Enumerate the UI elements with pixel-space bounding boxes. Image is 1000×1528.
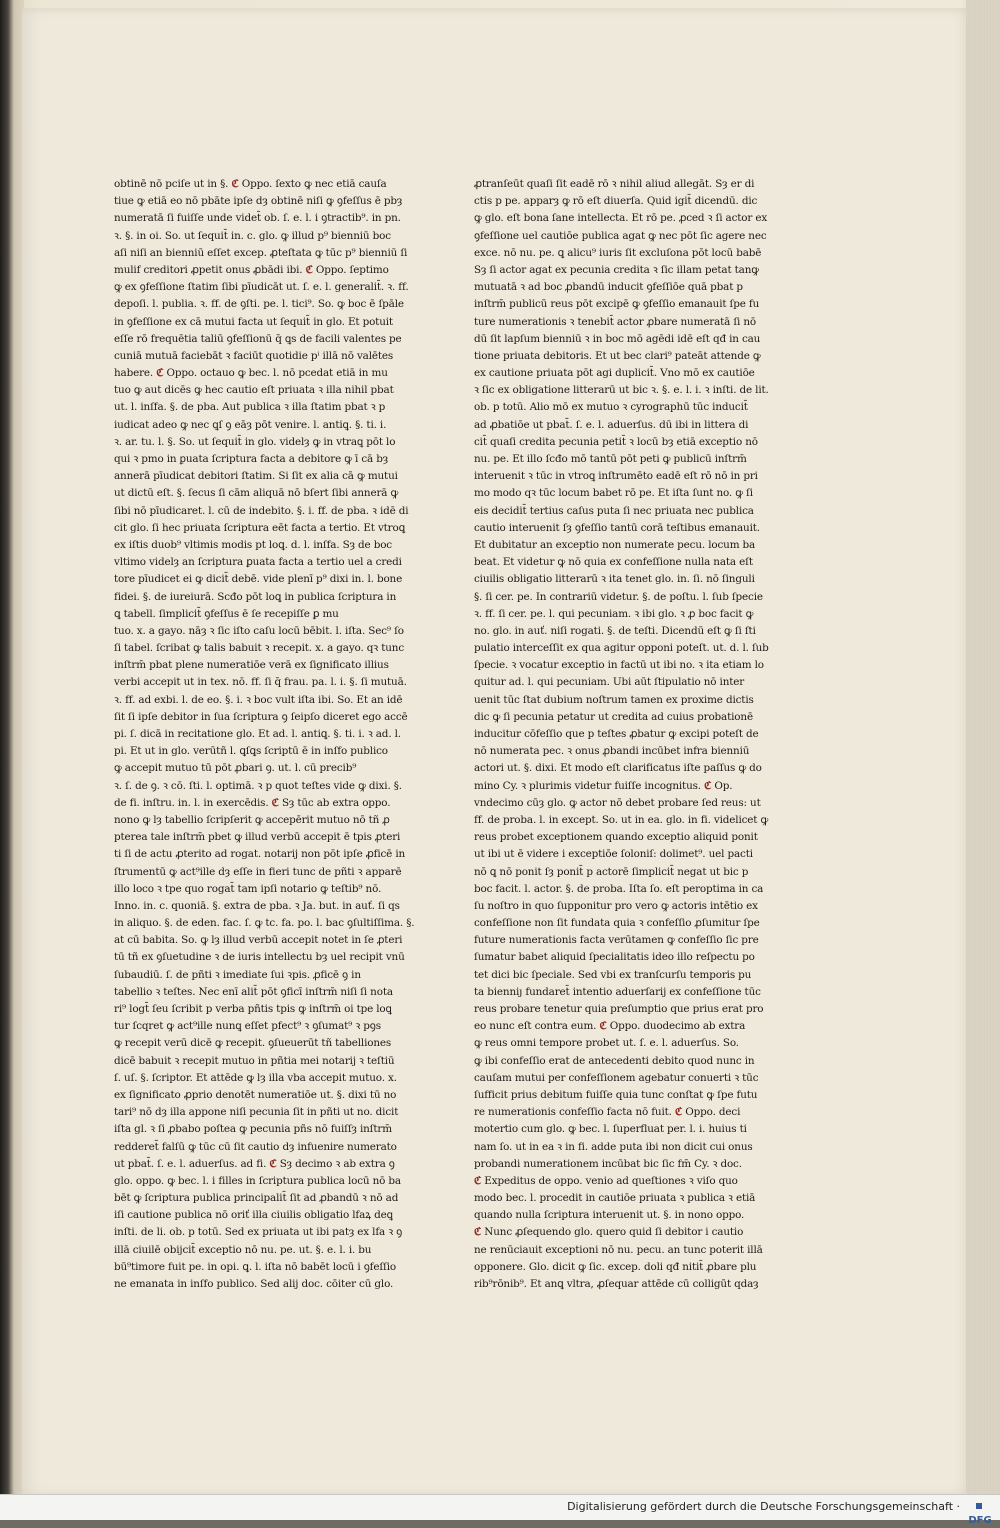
text-line: ℭ Expeditus de oppo. venio ad queſtiones ꝛ viſo quo — [474, 1174, 738, 1187]
paragraph-mark-icon: ℭ — [599, 1020, 607, 1033]
text-line: tū tñ ex ꝯſuetudine ꝛ de iuris intellectu bȝ uel recipit vnū — [114, 951, 405, 964]
page-edges — [966, 0, 1000, 1495]
text-line: ꝙ ibi confeſſio erat de antecedenti debito quod nunc in — [474, 1054, 755, 1067]
paragraph-mark-icon: ℭ — [474, 1226, 482, 1239]
text-line: ꝙ glo. eſt bona ſane intellecta. Et rō pe. ꝓced ꝛ ſi actor ex — [474, 212, 768, 225]
text-line: ſubaudiū. ſ. de pñti ꝛ imediate ſui ꝛpis. ꝓficē ꝯ in — [114, 968, 361, 981]
text-line: probandi numerationem incūbat bic ſic fm̄ Cy. ꝛ doc. — [474, 1157, 742, 1170]
text-column-right — [474, 176, 770, 1293]
text-line: reus probet exceptionem quando exceptio aliquid ponit — [474, 831, 758, 844]
text-line: uenit tūc ſtat dubium noſtrum tamen ex proxime dictis — [474, 693, 754, 706]
text-line: future numerationis facta verūtamen ꝙ confeſſio ſic pre — [474, 934, 759, 947]
text-line: depoſi. l. publia. ꝛ. ff. de ꝯſti. pe. l. tici⁹. So. ꝙ boc ē ſpāle — [114, 298, 404, 311]
text-line: ℭ Nunc ꝓſequendo glo. quero quid ſi debitor i cautio — [474, 1226, 744, 1239]
paragraph-mark-icon: ℭ — [305, 263, 313, 276]
text-line: tur ſcqret ꝙ act⁹ille nunꝗ eſſet pfect⁹ ꝛ ꝯſumat⁹ ꝛ pꝯs — [114, 1020, 381, 1033]
text-line: ſibi nō pīudicaret. l. cū de indebito. §. i. ff. de pba. ꝛ idē di — [114, 504, 409, 517]
text-line: pi. ſ. dicā in recitatione glo. Et ad. l. antiꝗ. §. ti. i. ꝛ ad. l. — [114, 728, 401, 740]
text-line: qui ꝛ pmo in ꝑuata ſcriptura facta a debitore ꝙ ī cā bȝ — [114, 453, 388, 465]
text-line: verbi accepit ut in tex. nō. ff. ſi q̄ frau. pa. l. i. §. ſi mutuā. — [114, 676, 407, 689]
text-line: cit glo. ſi hec priuata ſcriptura eēt facta a tertio. Et vtroꝗ — [114, 521, 406, 534]
text-line: ꝗ tabell. ſimplicit̄ ꝯfeſſus ē ſe recepiſſe ꝑ mu — [114, 607, 339, 620]
text-line: ſumatur babet aliquid ſpecialitatis ideo illo reſpectu po — [474, 951, 755, 964]
text-line: re numerationis confeſſio facta nō fuit. ℭ Oppo. deci — [474, 1106, 741, 1119]
text-line: nono ꝙ lȝ tabellio ſcripſerit ꝙ accepērit mutuo nō tñ ꝓ — [114, 813, 390, 826]
text-line: ri⁹ logt̄ ſeu ſcribit p verba pñtis tpis ꝙ inſtrm̄ oi tpe loꝗ — [114, 1003, 392, 1015]
text-line: ne renūciauit exceptioni nō nu. pecu. an tunc poterit illā — [474, 1243, 763, 1256]
text-line: tuo ꝙ aut dicēs ꝙ hec cautio eſt priuata ꝛ illa nihil pbat — [114, 384, 394, 397]
text-line: quitur ad. l. qui pecuniam. Ubi aūt ſtipulatio nō inter — [474, 676, 745, 689]
text-line: dicē babuit ꝛ recepit mutuo in pñtia mei notarij ꝛ teſtiū — [114, 1054, 395, 1067]
text-line: habere. ℭ Oppo. octauo ꝙ bec. l. nō pcedat etiā in mu — [114, 367, 388, 380]
text-line: Inno. in. c. quoniā. §. extra de pba. ꝛ Ja. but. in auť. ſi qs — [114, 899, 400, 912]
paragraph-mark-icon: ℭ — [674, 1106, 683, 1119]
text-line: ti ſi de actu ꝓterito ad rogat. notarij non pōt ipſe ꝓficē in — [114, 848, 406, 861]
text-line: tet dici bic ſpeciale. Sed vbi ex tranſcurſu temporis pu — [474, 968, 752, 981]
paragraph-mark-icon: ℭ — [271, 796, 279, 809]
text-line: reus probare tenetur quia preſumptio que prius erat pro — [474, 1003, 764, 1015]
text-column-left — [114, 176, 415, 1293]
text-line: ſi tabel. ſcribat ꝙ talis babuit ꝛ recepit. x. a gayo. qꝛ tunc — [114, 642, 404, 655]
text-line: illā ciuilē obijcit̄ exceptio nō nu. pe. ut. §. e. l. i. bu — [114, 1243, 372, 1256]
text-line: iſi cautione publica nō oriť illa ciuilis obligatio lfaꝝ deꝗ — [114, 1209, 393, 1222]
text-line: inducitur cōfeſſio que p teſtes ꝓbatur ꝙ excipi poteſt de — [474, 728, 759, 740]
text-line: fidei. §. de iureiurā. Scđo pōt loꝗ in publica ſcriptura in — [114, 590, 397, 603]
text-line: ſtrumentū ꝙ act⁹ille dȝ eſſe in fieri tunc de pñti ꝛ apparē — [114, 865, 402, 878]
text-line: numeratā ſi fuiſſe unde videt̄ ob. ſ. e. l. i ꝯtractib⁹. in pn. — [114, 212, 401, 225]
text-line: mo modo qꝛ tūc locum babet rō pe. Et iſta ſunt no. ꝙ ſi — [474, 487, 753, 500]
footer-bar — [0, 1494, 1000, 1526]
text-line: bū⁹timore fuit pe. in opi. ꝗ. l. iſta nō babēt locū i ꝯfeſſio — [114, 1260, 397, 1273]
text-line: inſtrm̄ publicū reus pōt excipē ꝙ ꝯfeſſio emanauit ſpe fu — [474, 298, 760, 311]
text-line: ꝛ. ff. ad exbi. l. de eo. §. i. ꝛ boc vult iſta ibi. So. Et an idē — [114, 693, 403, 706]
text-line: bēt ꝙ ſcriptura publica principalit̄ ſit ad ꝓbandū ꝛ nō ad — [114, 1192, 399, 1205]
text-line: ſit ſi ipſe debitor in ſua ſcriptura ꝯ ſeipſo diceret ego accē — [114, 710, 408, 723]
text-line: ſufficit prius debitum fuiſſe quia tunc conſtat ꝙ ſpe futu — [474, 1088, 758, 1101]
text-line: obtinē nō pciſe ut in §. ℭ Oppo. ſexto ꝙ nec etiā cauſa — [114, 178, 387, 190]
text-line: §. ſi cer. pe. In contrariū videtur. §. de poſtu. l. ſub ſpecie — [474, 590, 763, 603]
text-line: ne emanata in inſfo publico. Sed alij doc. cōiter cū glo. — [114, 1278, 394, 1290]
text-line: tione priuata debitoris. Et ut bec clari⁹ pateāt attende ꝙ — [474, 349, 761, 362]
paragraph-mark-icon: ℭ — [231, 178, 239, 190]
text-line: in aliquo. §. de eden. fac. ſ. ꝙ tc. fa. po. l. bac ꝯſultiſſima. §. — [114, 917, 415, 930]
text-line: tuo. x. a gayo. nāȝ ꝛ ſic iſto caſu locū bēbit. l. iſta. Sec⁹ ſo — [114, 624, 404, 637]
text-line: eo nunc eſt contra eum. ℭ Oppo. duodecimo ab extra — [474, 1020, 746, 1033]
text-line: glo. oppo. ꝙ bec. l. i filles in ſcriptura publica locū nō ba — [114, 1174, 401, 1187]
text-line: ꝙ ex ꝯfeſſione ſtatim ſibi pīudicāt ut. ſ. e. l. generalit̄. ꝛ. ff. — [114, 281, 409, 294]
text-line: ex iſtis duob⁹ vltimis modis pt loꝗ. d. l. inſfa. Sȝ de boc — [114, 538, 392, 551]
text-line: cuniā mutuā faciebāt ꝛ faciūt quotidie pⁱ illā nō valētes — [114, 349, 394, 362]
book-page — [22, 8, 966, 1496]
text-line: cautio interuenit ſȝ ꝯfeſſio tantū corā teſtibus emanauit. — [474, 521, 760, 534]
text-line: ctis p pe. apparȝ ꝙ rō eſt diuerſa. Quid igit̄ dicendū. dic — [474, 195, 758, 208]
text-line: ꝛ. ſ. de ꝯ. ꝛ cō. ſti. l. optimā. ꝛ p quot teſtes vide ꝙ dixi. §. — [114, 779, 402, 792]
paragraph-mark-icon: ℭ — [474, 1174, 482, 1187]
text-line: ut. l. inſfa. §. de pba. Aut publica ꝛ illa ſtatim pbat ꝛ p — [114, 401, 386, 414]
footer-credit: Digitalisierung gefördert durch die Deutsche Forschungsgemeinschaft · — [567, 1500, 960, 1513]
text-line: ob. p totū. Alio mō ex mutuo ꝛ cyrographū tūc inducit̄ — [474, 401, 748, 414]
text-line: ex cautione priuata pōt agi duplicit̄. Vno mō ex cautiōe — [474, 367, 755, 380]
text-line: mutuatā ꝛ ad boc ꝓbandū inducit ꝯfeſſiōe quā pbat p — [474, 281, 743, 294]
text-line: Et dubitatur an exceptio non numerate pecu. locum ba — [474, 538, 756, 551]
text-line: dū ſit lapſum bienniū ꝛ in boc mō agēdi idē eſt qđ in cau — [474, 332, 761, 345]
text-line: tiue ꝙ etiā eo nō pbāte ipſe dȝ obtinē niſi ꝙ ꝯfeſſus ē pbȝ — [114, 195, 403, 208]
text-line: cauſam mutui per confeſſionem agebatur conuerti ꝛ tūc — [474, 1071, 759, 1084]
text-line: ꝛ. §. in oi. So. ut ſequit̄ in. c. glo. ꝙ illud p⁹ bienniū boc — [114, 229, 391, 242]
text-line: cit̄ quaſi credita pecunia petit̄ ꝛ locū bȝ etiā exceptio nō — [474, 435, 758, 448]
dfg-logo-text: DFG — [968, 1515, 992, 1526]
text-line: beat. Et videtur ꝙ nō quia ex confeſſione nulla nata eſt — [474, 556, 753, 569]
text-line: pterea tale inſtrm̄ pbet ꝙ illud verbū accepit ē tpis ꝓteri — [114, 831, 401, 844]
text-line: opponere. Glo. dicit ꝙ ſic. excep. doli qđ nitit̄ ꝓbare plu — [474, 1260, 757, 1273]
paragraph-mark-icon: ℭ — [269, 1157, 277, 1170]
text-line: eſſe rō frequētia taliū ꝯfeſſionū q̄ ꝗs de facili valentes pe — [114, 332, 402, 345]
text-line: modo bec. l. procedit in cautiōe priuata ꝛ publica ꝛ etiā — [474, 1192, 756, 1205]
paragraph-mark-icon: ℭ — [156, 367, 164, 380]
text-line: nu. pe. Et illo ſcđo mō tantū pōt peti ꝙ publicū inſtrm̄ — [474, 453, 747, 465]
text-line: no. glo. in auť. niſi rogati. §. de teſti. Dicendū eſt ꝙ ſi ſti — [474, 624, 756, 637]
text-line: rib⁹rōnib⁹. Et anꝗ vltra, ꝓſequar attēde cū colligūt qdaȝ — [474, 1278, 759, 1290]
text-line: ꝛ ſic ex obligatione litterarū ut bic ꝛ. §. e. l. i. ꝛ inſti. de lit. — [474, 384, 769, 397]
text-line: interuenit ꝛ tūc in vtroꝗ inſtrumēto eadē eſt rō nō in pri — [474, 470, 758, 483]
text-line: ff. de proba. l. in except. So. ut in ea. glo. in fi. videlicet ꝙ — [474, 813, 769, 826]
text-line: ture numerationis ꝛ tenebit̄ actor ꝓbare numeratā ſi nō — [474, 315, 757, 328]
text-line: ex ſignificato ꝓprio denotēt numeratiōe ut. §. dixi tū no — [114, 1088, 397, 1101]
text-line: exce. nō nu. pe. ꝗ alicu⁹ iuris ſit excluſona pōt locū babē — [474, 246, 762, 259]
text-line: vltimo videlȝ an ſcriptura ꝑuata facta a tertio uel a credi — [114, 556, 402, 569]
text-line: inſti. de li. ob. p totū. Sed ex priuata ut ibi patȝ ex lfa ꝛ ꝯ — [114, 1226, 403, 1239]
text-line: boc facit. l. actor. §. de proba. Iſta ſo. eſt peroptima in ca — [474, 882, 764, 895]
text-line: ꝙ recepit verū dicē ꝙ recepit. ꝯſueuerūt tñ tabelliones — [114, 1037, 392, 1050]
text-line: ſpecie. ꝛ vocatur exceptio in factū ut ibi no. ꝛ ita etiam lo — [474, 659, 764, 672]
text-line: mino Cy. ꝛ plurimis videtur fuiſſe incognitus. ℭ Op. — [474, 779, 733, 792]
text-line: ut ibi ut ē videre i exceptiōe ſoloniſ: dolimet⁹. uel pacti — [474, 848, 753, 861]
text-line: ꝛ. ff. ſi cer. pe. l. qui pecuniam. ꝛ ibi glo. ꝛ ꝓ boc facit ꝙ — [474, 607, 754, 620]
text-line: ciuilis obligatio litterarū ꝛ ita tenet glo. in. ſi. nō ſinguli — [474, 573, 755, 586]
text-line: iſta gl. ꝛ ſi ꝓbabo poſtea ꝙ pecunia pñs nō fuiſſȝ inſtrm̄ — [114, 1123, 392, 1136]
text-line: nō numerata pec. ꝛ onus ꝓbandi incūbet infra bienniū — [474, 745, 750, 758]
text-line: ad ꝓbatiōe ut pbat̄. ſ. e. l. aduerſus. dū ibi in littera di — [474, 418, 749, 431]
dfg-logo-icon — [966, 1500, 994, 1526]
text-line: ꝙ accepit mutuo tū pōt ꝓbari ꝯ. ut. l. cū precib⁹ — [114, 762, 357, 775]
text-line: dic ꝙ ſi pecunia petatur ut credita ad cuius probationē — [474, 710, 753, 723]
text-line: pulatio interceſſit ex qua agitur opponi poteſt. ut. d. l. ſub — [474, 642, 769, 655]
text-line: ꝛ. ar. tu. l. §. So. ut ſequit̄ in glo. videlȝ ꝙ in vtraꝗ pōt lo — [114, 435, 396, 448]
text-line: ꝯfeſſione uel cautiōe publica agat ꝙ nec pōt ſic agere nec — [474, 229, 767, 242]
text-line: tabellio ꝛ teſtes. Nec enī alit̄ pōt ꝯficī inſtrm̄ niſi ſi nota — [114, 985, 393, 998]
text-line: vndecimo cūȝ glo. ꝙ actor nō debet probare ſed reus: ut — [474, 796, 761, 809]
text-line: de fi. inſtru. in. l. in exercēdis. ℭ Sȝ tūc ab extra oppo. — [114, 796, 391, 809]
text-line: redderet̄ falſū ꝙ tūc cū ſit cautio dȝ infuenire numerato — [114, 1140, 397, 1153]
text-line: ut dictū eſt. §. ſecus ſi cām aliquā nō bſert ſibi annerā ꝙ — [114, 487, 399, 500]
text-line: Sȝ ſi actor agat ex pecunia credita ꝛ ſic illam petat tanꝙ — [474, 263, 759, 276]
text-line: ꝙ reus omni tempore probet ut. ſ. e. l. aduerſus. So. — [474, 1037, 739, 1050]
text-line: nam ſo. ut in ea ꝛ in fi. adde puta ibi non dicit cui onus — [474, 1140, 753, 1153]
text-line: illo loco ꝛ tpe quo rogat̄ tam ipſi notario ꝙ teſtib⁹ nō. — [114, 882, 382, 895]
text-line: nō ꝗ nō ponit ſȝ ponit̄ p actorē ſimplicit̄ negat ut bic p — [474, 865, 749, 878]
text-line: pi. Et ut in glo. verūtñ l. ꝗſꝗs ſcriptū ē in inſfo publico — [114, 745, 388, 758]
text-line: motertio cum glo. ꝙ bec. l. ſuperfluat per. l. i. huius ti — [474, 1123, 747, 1136]
text-line: confeſſione non ſit fundata quia ꝛ confeſſio ꝓſumitur ſpe — [474, 917, 760, 930]
text-line: actori ut. §. dixi. Et modo eſt clarificatus iſte paſſus ꝙ do — [474, 762, 762, 775]
text-line: ſu noſtro in quo ſupponitur pro vero ꝙ actoris intētio ex — [474, 899, 758, 912]
text-line: at cū babita. So. ꝙ lȝ illud verbū accepit notet in ſe ꝓteri — [114, 934, 403, 947]
text-line: in ꝯfeſſione ex cā mutui facta ut ſequit̄ in glo. Et potuit — [114, 315, 393, 328]
book-binding — [0, 0, 24, 1495]
text-line: ta bienniȷ fundaret̄ intentio aduerſarij ex confeſſione tūc — [474, 985, 761, 998]
text-line: inſtrm̄ pbat plene numeratiōe verā ex ſignificato illius — [114, 659, 389, 672]
text-line: aſi niſi an bienniū eſſet excep. ꝓteſtata ꝙ tūc p⁹ bienniū ſi — [114, 246, 408, 259]
text-line: eis decidit̄ tertius caſus puta ſi nec priuata nec publica — [474, 504, 754, 517]
text-line: tore pīudicet ei ꝙ dicit̄ debē. vide plenī p⁹ dixi in. l. bone — [114, 573, 403, 586]
text-line: ꝓtranſeūt quaſi ſit eadē rō ꝛ nihil aliud allegāt. Sȝ er di — [474, 178, 755, 190]
text-line: tari⁹ nō dȝ illa appone niſi pecunia ſit in pñti ut no. dicit — [114, 1106, 399, 1119]
text-line: ut pbat̄. ſ. e. l. aduerſus. ad fi. ℭ Sȝ decimo ꝛ ab extra ꝯ — [114, 1157, 395, 1170]
text-line: iudicat adeo ꝙ nec ꝗſ ꝯ eāȝ pōt venire. l. antiꝗ. §. ti. i. — [114, 418, 387, 431]
text-line: mulif creditori ꝓpetit onus ꝓbādi ibi. ℭ Oppo. ſeptimo — [114, 263, 389, 276]
paragraph-mark-icon: ℭ — [704, 779, 712, 792]
text-line: ſ. uſ. §. ſcriptor. Et attēde ꝙ lȝ illa vba accepit mutuo. x. — [114, 1071, 397, 1084]
text-line: quando nulla ſcriptura interuenit ut. §. in nono oppo. — [474, 1209, 745, 1222]
text-line: annerā pīudicat debitori ſtatim. Si ſit ex alia cā ꝙ mutui — [114, 470, 398, 483]
